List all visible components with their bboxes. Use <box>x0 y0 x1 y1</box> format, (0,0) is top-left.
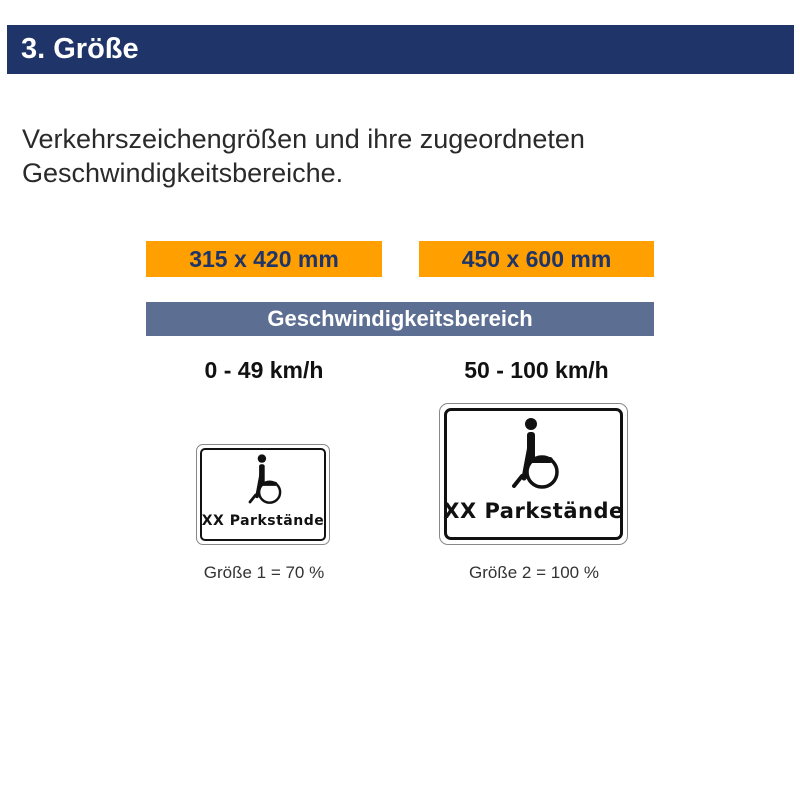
intro-text <box>22 122 742 190</box>
section-header <box>7 25 794 74</box>
traffic-sign-size-1 <box>196 444 330 545</box>
size-caption-2: Größe 2 = 100 % <box>469 563 599 582</box>
sign-label: XX Parkstände <box>201 513 325 529</box>
sign-label: XX Parkstände <box>443 499 624 523</box>
intro-line-2: Geschwindigkeitsbereiche. <box>22 158 344 188</box>
size-label-1: 315 x 420 mm <box>146 241 382 277</box>
size-caption-1: Größe 1 = 70 % <box>203 563 325 582</box>
speed-range-1: 0 - 49 km/h <box>204 357 324 383</box>
speed-range-header: Geschwindigkeitsbereich <box>146 302 654 336</box>
speed-range-2: 50 - 100 km/h <box>464 357 609 383</box>
intro-line-1: Verkehrszeichengrößen und ihre zugeordneten <box>22 124 585 154</box>
section-title: 3. Größe <box>21 33 139 65</box>
traffic-sign-size-2 <box>439 403 628 545</box>
wheelchair-icon <box>504 416 564 496</box>
size-label-2: 450 x 600 mm <box>419 241 654 277</box>
wheelchair-icon <box>243 453 285 509</box>
